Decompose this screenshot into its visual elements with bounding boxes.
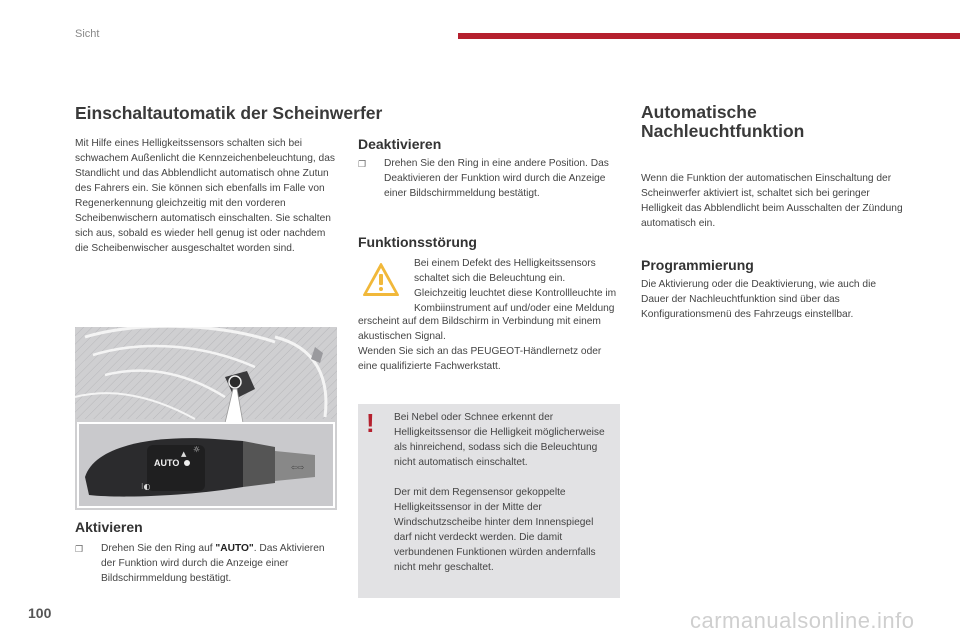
page-number: 100 — [28, 605, 52, 621]
dashboard-drawing — [75, 327, 337, 510]
deactivate-instruction — [358, 156, 620, 201]
bullet-square-icon: ❐ — [358, 159, 367, 169]
note-box — [358, 404, 620, 598]
ring-arrow-icon: ▲ — [181, 450, 187, 458]
afterglow-intro: Wenn die Funktion der automatischen Einschaltung der Scheinwerfer aktiviert ist, schaltet sich bei geringer Helligkeit das Abblendlicht beim Ausschalten der Zündung automatisch ein. — [641, 173, 903, 229]
exclamation-icon: ! — [366, 408, 375, 438]
header-accent-bar — [458, 33, 960, 39]
headlamp-symbol-icon: ☼ — [193, 445, 201, 454]
note-paragraph-1: Bei Nebel oder Schnee erkennt der Helligkeitssensor die Helligkeit möglicherweise als hinreichend, sodass sich die Beleuchtung nicht automatisch einschaltet. — [394, 412, 605, 468]
ring-position-dot — [184, 460, 190, 466]
activate-heading: Aktivieren — [75, 519, 143, 535]
deactivate-heading: Deaktivieren — [358, 136, 442, 152]
fault-heading: Funktionsstörung — [358, 234, 477, 250]
page-title: Einschaltautomatik der Scheinwerfer — [75, 103, 383, 123]
watermark: carmanualsonline.info — [690, 608, 915, 633]
activate-instruction — [75, 541, 337, 586]
intro-paragraph: Mit Hilfe eines Helligkeitssensors schalten sich bei schwachem Außenlicht die Kennzeichenbeleuchtung, das Standlicht und das Abblendlicht automatisch ohne Zutun des Fahrers ein. Sie können sich ebenfalls im Falle von Regenerkennung gleichzeitig mit den vorderen Scheibenwischern automatisch einschalten. Sie schalten sich aus, sobald es wieder hell genug ist oder nachdem die Scheibenwischer ausgeschaltet worden sind. — [75, 138, 335, 254]
indicator-arrows-icon: ⇦⇨ — [291, 463, 305, 472]
deactivate-text: Drehen Sie den Ring in eine andere Position. Das Deaktivieren der Funktion wird durch die Anzeige einer Bildschirmmeldung bestätigt. — [384, 158, 609, 199]
fault-text-contact: Wenden Sie sich an das PEUGEOT-Händlernetz oder eine qualifizierte Fachwerkstatt. — [358, 346, 602, 372]
bullet-square-icon: ❐ — [75, 544, 84, 554]
section-title: Sicht — [75, 28, 100, 40]
activate-text — [101, 541, 337, 586]
light-switch-illustration — [75, 327, 337, 510]
activate-text-end: . Das Aktivieren der Funktion wird durch die Anzeige einer Bildschirmmeldung bestätigt. — [101, 543, 325, 584]
activate-text-auto: "AUTO" — [215, 543, 254, 554]
right-title-line-2: Nachleuchtfunktion — [641, 121, 805, 141]
note-paragraph-2: Der mit dem Regensensor gekoppelte Helligkeitssensor in der Mitte der Windschutzscheibe hinter dem Innenspiegel darf nicht verdeckt werden. Die damit verbundenen Funktionen würden andernfalls nicht mehr geschaltet. — [394, 487, 596, 573]
right-title — [641, 103, 804, 141]
sidelight-symbol-icon: ⁝◐ — [141, 482, 151, 491]
auto-ring-label: AUTO — [154, 458, 180, 468]
activate-text-start: Drehen Sie den Ring auf — [101, 543, 216, 554]
fault-text-indented: Bei einem Defekt des Helligkeitssensors schaltet sich die Beleuchtung ein. Gleichzeitig leuchtet diese Kontrollleuchte im Kombiinstrument auf und/oder eine Meldung — [414, 258, 617, 314]
right-title-line-1: Automatische — [641, 102, 757, 122]
programming-heading: Programmierung — [641, 257, 754, 273]
fault-text-continued: erscheint auf dem Bildschirm in Verbindung mit einem akustischen Signal. — [358, 316, 601, 342]
warning-triangle-icon — [362, 262, 400, 298]
programming-text: Die Aktivierung oder die Deaktivierung, wie auch die Dauer der Nachleuchtfunktion sind über das Konfigurationsmenü des Fahrzeugs einstellbar. — [641, 279, 877, 320]
